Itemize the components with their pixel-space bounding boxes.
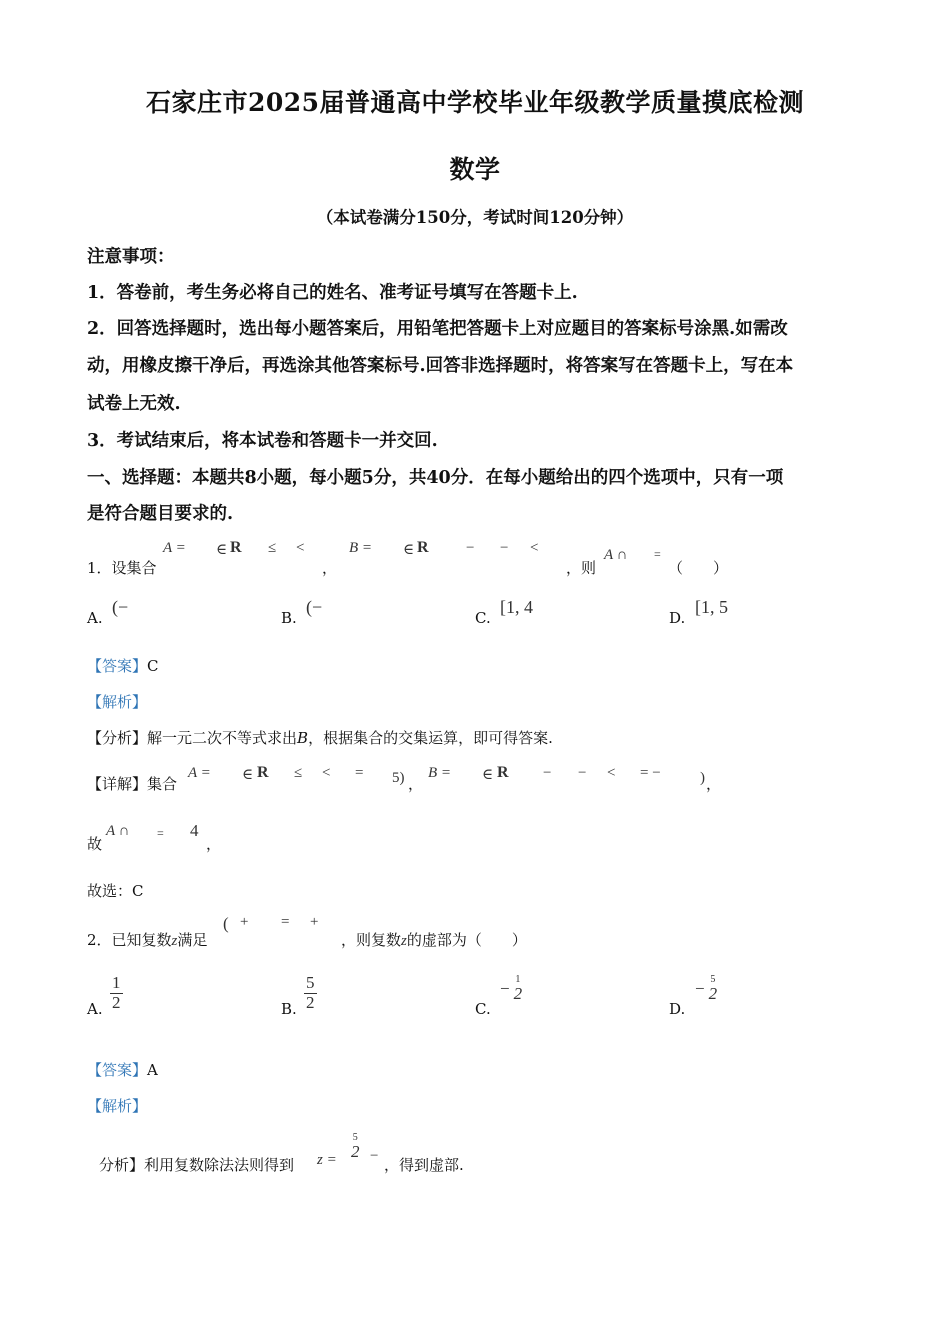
q1-paren: （ ） <box>668 559 729 577</box>
q1-option-b-math: (− <box>306 597 323 617</box>
q2-option-c-label: C. <box>475 1000 491 1018</box>
score-note: （本试卷满分150分，考试时间120分钟） <box>316 208 634 227</box>
q2-eq-open: ( <box>223 914 229 933</box>
q1-gu-comma: ， <box>206 835 222 853</box>
q1-intersection: A ∩ <box>604 547 628 563</box>
q1-stem-start: 1．设集合 <box>87 559 157 577</box>
q1-elem-symbol: ∈ <box>216 542 228 558</box>
q1-option-d-label: D. <box>669 609 686 627</box>
q1-detail-elem-b: ∈ <box>482 767 494 783</box>
q2-answer-row <box>87 1059 158 1080</box>
q2-option-d-label: D. <box>669 1000 686 1018</box>
q1-detail-eq: = <box>355 765 364 781</box>
q1-option-c-math: [1, 4 <box>500 597 533 617</box>
q1-answer: C <box>147 657 159 675</box>
q1-gu-intersection: A ∩ <box>106 823 130 839</box>
q1-detail-eq-2: = − <box>640 765 661 781</box>
q1-gu-value: 4 <box>190 821 199 840</box>
q1-detail-label: 【详解】集合 <box>87 775 178 793</box>
q1-option-b-label: B. <box>281 609 297 627</box>
q2-eq-plus-2: + <box>310 914 319 930</box>
q2-eq-plus-1: + <box>240 914 249 930</box>
q1-detail-le: ≤ <box>294 765 303 781</box>
q1-option-a-label: A. <box>87 609 103 627</box>
q1-answer-row <box>87 655 159 676</box>
answer-tag: 【答案】 <box>87 1061 148 1079</box>
q1-real-set-b: R <box>417 539 429 556</box>
q1-detail-real: R <box>257 764 269 781</box>
answer-tag: 【答案】 <box>87 657 148 675</box>
q1-minus-1: − <box>466 540 475 556</box>
q1-detail-comma-2: ， <box>706 775 722 793</box>
q2-stem: 2．已知复数z满足 <box>87 931 208 949</box>
q1-gu-eq: = <box>157 826 164 840</box>
q2-option-a-label: A. <box>87 1000 103 1018</box>
q2-fenxi-dash: − <box>370 1148 379 1164</box>
q2-option-c-fraction: − 1 2 <box>500 974 523 1003</box>
q1-lt: < <box>296 540 305 556</box>
q1-then: ，则 <box>566 559 597 577</box>
q1-detail-set-b: B = <box>428 765 452 781</box>
q1-option-c-label: C. <box>475 609 491 627</box>
q1-detail-close-2: ) <box>700 770 705 786</box>
q1-gu: 故 <box>87 835 103 853</box>
q1-real-set: R <box>230 539 242 556</box>
q1-detail-lt: < <box>322 765 331 781</box>
q2-option-d-fraction: − 5 2 <box>695 974 718 1003</box>
q2-fenxi: 分析】利用复数除法法则得到 <box>99 1156 295 1174</box>
q1-fenxi: 【分析】解一元二次不等式求出B，根据集合的交集运算，即可得答案. <box>87 729 553 747</box>
q2-answer: A <box>147 1061 158 1079</box>
q1-lt-2: < <box>530 540 539 556</box>
q2-option-b-label: B. <box>281 1000 297 1018</box>
q1-detail-minus-2: − <box>578 765 587 781</box>
q2-stem-post: ，则复数z的虚部为（ ） <box>341 931 527 949</box>
q1-detail-lt-2: < <box>607 765 616 781</box>
q1-option-d-math: [1, 5 <box>695 597 728 617</box>
q1-detail-real-b: R <box>497 764 509 781</box>
q2-option-a-fraction: $\frac{1}{2}$ <box>112 973 121 1012</box>
q1-set-a: A = <box>163 540 186 556</box>
notice-item-2-line3: 试卷上无效. <box>87 394 181 414</box>
notice-item-2-line1: 2．回答选择题时，选出每小题答案后，用铅笔把答题卡上对应题目的答案标号涂黑.如需改 <box>87 319 788 339</box>
q2-fenxi-fraction: 5 2 <box>351 1132 360 1161</box>
notice-heading: 注意事项： <box>87 247 175 267</box>
q1-le: ≤ <box>268 540 277 556</box>
q1-option-a-math: (− <box>112 597 129 617</box>
q1-conclusion: 故选：C <box>87 882 144 900</box>
subject-title: 数学 <box>449 155 501 184</box>
q1-detail-minus-1: − <box>543 765 552 781</box>
section-heading-line2: 是符合题目要求的. <box>87 504 234 524</box>
q1-analysis-tag: 【解析】 <box>87 693 148 711</box>
q2-fenxi-z: z = <box>317 1152 337 1168</box>
q2-analysis-tag: 【解析】 <box>87 1097 148 1115</box>
notice-item-3: 3．考试结束后，将本试卷和答题卡一并交回. <box>87 431 438 451</box>
notice-item-1: 1．答卷前，考生务必将自己的姓名、准考证号填写在答题卡上. <box>87 283 578 303</box>
q1-detail-set-a: A = <box>188 765 211 781</box>
q1-set-b: B = <box>349 540 373 556</box>
q1-detail-close: 5) <box>392 770 405 786</box>
q2-eq-equals: = <box>281 914 290 930</box>
exam-title: 石家庄市2025届普通高中学校毕业年级教学质量摸底检测 <box>145 88 805 117</box>
q1-comma: ， <box>322 559 338 577</box>
q1-elem-symbol-b: ∈ <box>403 542 415 558</box>
q1-minus-2: − <box>500 540 509 556</box>
q1-detail-elem: ∈ <box>242 767 254 783</box>
q2-option-b-fraction: $\frac{5}{2}$ <box>306 973 315 1012</box>
q1-detail-comma: ， <box>408 775 424 793</box>
q2-fenxi-post: ，得到虚部. <box>384 1156 464 1174</box>
section-heading-line1: 一、选择题：本题共8小题，每小题5分，共40分．在每小题给出的四个选项中，只有一项 <box>87 468 784 488</box>
q1-eq: = <box>654 547 661 561</box>
notice-item-2-line2: 动，用橡皮擦干净后，再选涂其他答案标号.回答非选择题时，将答案写在答题卡上，写在本 <box>87 356 794 376</box>
